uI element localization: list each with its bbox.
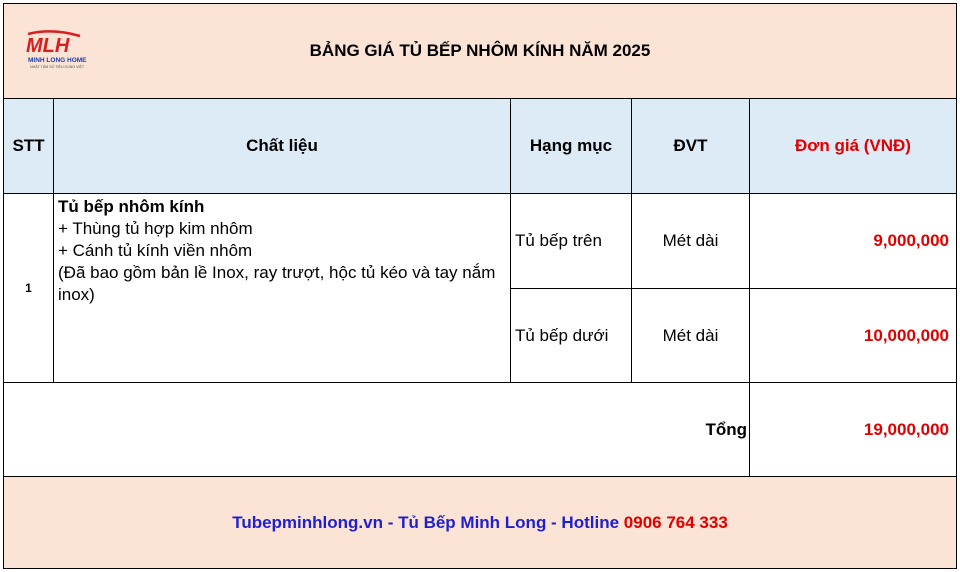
logo-tagline: NHẬT TÂM SỐ TIÊU DÙNG VIỆT (30, 65, 85, 69)
column-header-price: Đơn giá (VNĐ) (795, 136, 911, 155)
item-price-2: 10,000,000 (863, 325, 949, 345)
divider (4, 193, 956, 194)
total-value: 19,000,000 (863, 419, 949, 439)
column-header-category: Hạng mục (529, 136, 613, 155)
item-unit-1: Mét dài (662, 231, 719, 250)
material-line-1: + Thùng tủ hợp kim nhôm (58, 219, 253, 238)
item-unit-2: Mét dài (662, 325, 719, 345)
page-title: BẢNG GIÁ TỦ BẾP NHÔM KÍNH NĂM 2025 (309, 41, 651, 60)
row-stt: 1 (25, 281, 32, 295)
divider (631, 98, 632, 383)
divider (510, 98, 511, 383)
material-cell (58, 196, 506, 380)
footer-hotline: 0906 764 333 (623, 512, 728, 532)
item-category-1: Tủ bếp trên (515, 231, 602, 250)
material-title: Tủ bếp nhôm kính (58, 197, 205, 216)
material-line-3: (Đã bao gồm bản lề Inox, ray trượt, hộc tủ kéo và tay nắm inox) (58, 263, 496, 304)
divider (511, 288, 956, 289)
footer-band (4, 477, 956, 568)
column-header-stt: STT (12, 136, 45, 155)
material-line-2: + Cánh tủ kính viền nhôm (58, 241, 253, 260)
item-category-2: Tủ bếp dưới (515, 325, 609, 345)
column-header-material: Chất liệu (246, 136, 318, 155)
total-label: Tổng (705, 419, 747, 439)
divider (4, 382, 956, 383)
divider (53, 98, 54, 383)
item-price-1: 9,000,000 (873, 231, 949, 250)
logo-mark: MLH (26, 35, 70, 57)
column-header-unit: ĐVT (673, 136, 708, 155)
footer-website-text: Tubepminhlong.vn - Tủ Bếp Minh Long - Hotline (232, 512, 624, 532)
divider (749, 98, 750, 477)
logo-name: MINH LONG HOME (28, 57, 87, 64)
divider (4, 476, 956, 477)
divider (4, 98, 956, 99)
price-sheet (3, 3, 957, 569)
